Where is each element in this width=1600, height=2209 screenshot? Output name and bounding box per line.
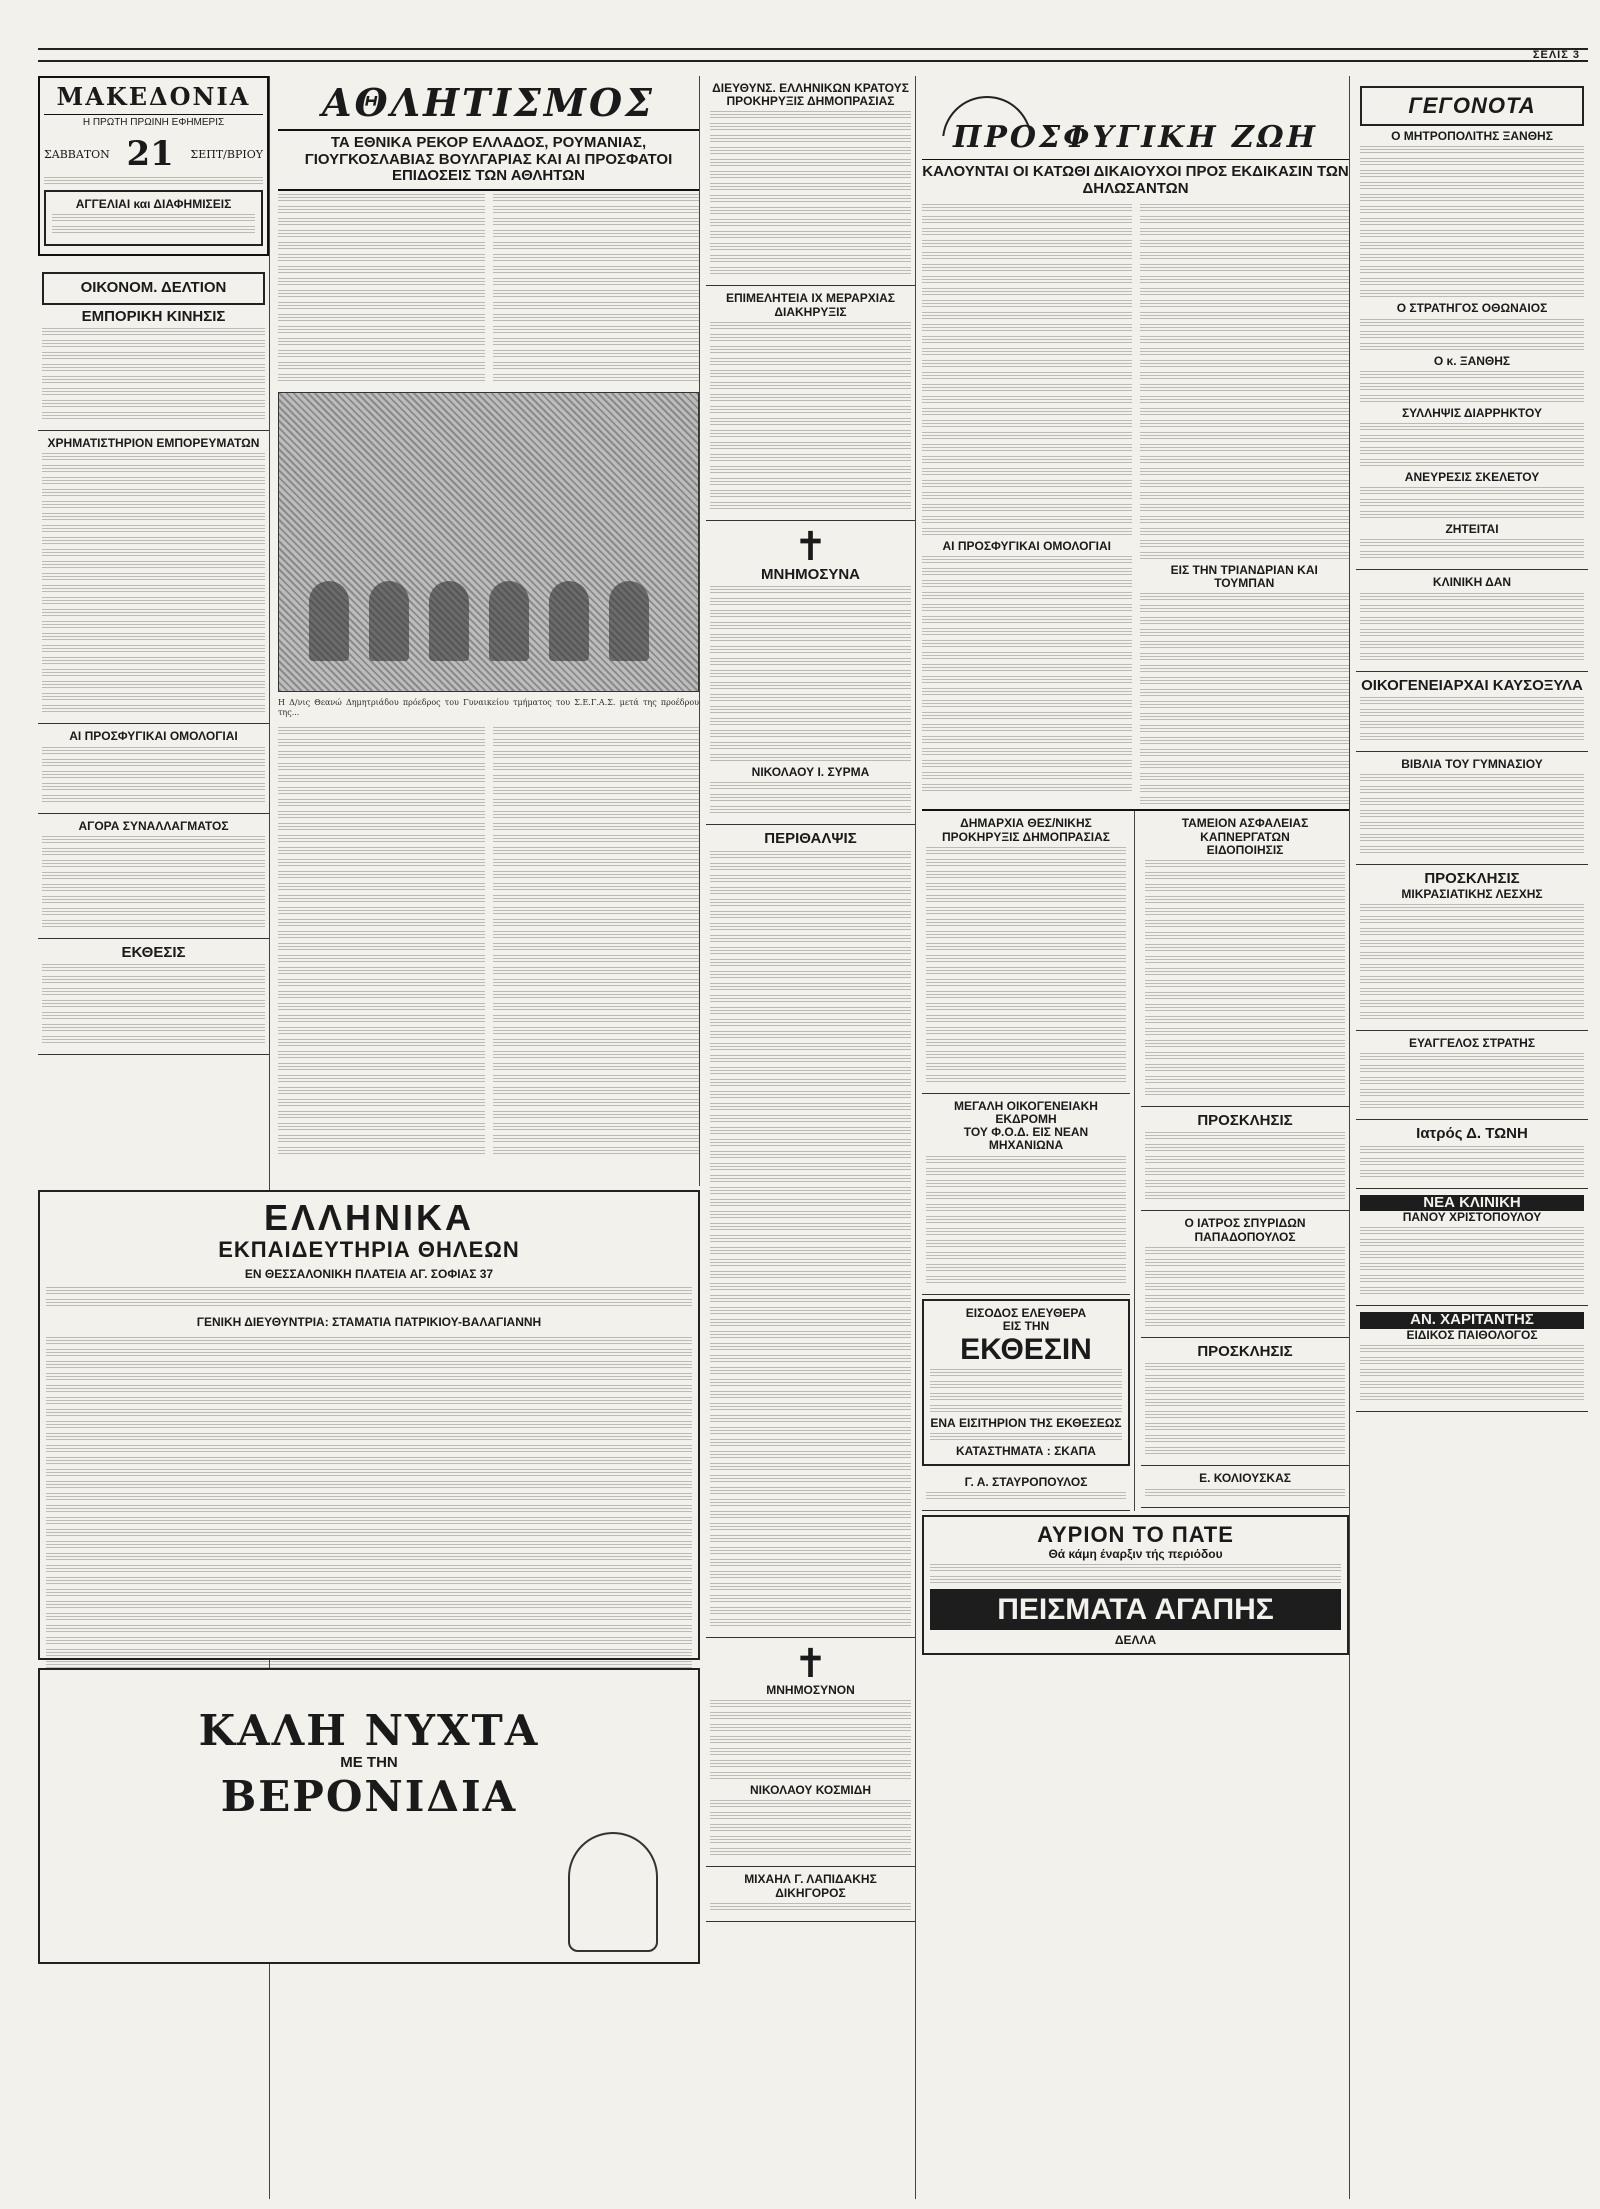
- cinema-ad: [922, 1515, 1349, 1655]
- notary-section: [922, 1470, 1130, 1511]
- xanthis-title: Ο κ. ΞΑΝΘΗΣ: [1433, 353, 1511, 368]
- invite-title: ΠΡΟΣΚΛΗΣΙΣ: [1197, 1111, 1293, 1129]
- supply-sub: ΔΙΑΚΗΡΥΞΙΣ: [774, 304, 847, 319]
- rural-district: ΕΙΣ ΤΗΝ ΤΡΙΑΝΔΡΙΑΝ ΚΑΙ ΤΟΥΜΠΑΝ: [1170, 563, 1318, 591]
- school-director: ΓΕΝΙΚΗ ΔΙΕΥΘΥΝΤΡΙΑ: ΣΤΑΜΑΤΙΑ ΠΑΤΡΙΚΙΟΥ-ΒΑΛΑΓΙΑΝΝΗ: [196, 1314, 542, 1329]
- cinema-conductor: ΔΕΛΛΑ: [1114, 1632, 1157, 1647]
- date-day: ΣΑΒΒΑΤΟΝ: [44, 147, 110, 161]
- clinic2-title: ΝΕΑ ΚΛΙΝΙΚΗ: [1360, 1195, 1584, 1212]
- fuel-section: [1356, 672, 1588, 753]
- arrest-title: ΣΥΛΛΗΨΙΣ ΔΙΑΡΡΗΚΤΟΥ: [1401, 405, 1542, 420]
- trip-title: ΜΕΓΑΛΗ ΟΙΚΟΓΕΝΕΙΑΚΗ ΕΚΔΡΟΜΗ: [954, 1098, 1098, 1126]
- rail-sub: ΠΡΟΚΗΡΥΞΙΣ ΔΗΜΟΠΡΑΣΙΑΣ: [726, 94, 895, 109]
- date-number: 21: [126, 134, 174, 174]
- notary-name: Γ. Α. ΣΤΑΥΡΟΠΟΥΛΟΣ: [964, 1475, 1088, 1490]
- lawyer-name: ΜΙΧΑΗΛ Γ. ΛΑΠΙΔΑΚΗΣ: [744, 1872, 877, 1887]
- metropolitan-title: Ο ΜΗΤΡΟΠΟΛΙΤΗΣ ΞΑΝΘΗΣ: [1391, 129, 1553, 144]
- column-3: [706, 76, 916, 2199]
- memorial-title: ΜΝΗΜΟΣΥΝΑ: [761, 565, 860, 583]
- memorial-section: [706, 521, 915, 826]
- econ-section: [38, 262, 269, 431]
- books-section: [1356, 752, 1588, 865]
- facts-section: [1356, 76, 1588, 570]
- municipal-section: [922, 811, 1130, 1093]
- doctor3-name: ΑΝ. ΧΑΡΙΤΑΝΤΗΣ: [1360, 1312, 1584, 1329]
- rural-bonds: ΑΙ ΠΡΟΣΦΥΓΙΚΑΙ ΟΜΟΛΟΓΙΑΙ: [942, 539, 1111, 553]
- rural-section: [922, 76, 1349, 811]
- ad-line-1: ΚΑΛΗ ΝΥΧΤΑ: [198, 1706, 540, 1755]
- athletes-photo: [278, 392, 699, 692]
- ads-notice: ΑΓΓΕΛΙΑΙ και ΔΙΑΦΗΜΙΣΕΙΣ: [44, 190, 263, 246]
- masthead: [38, 76, 269, 256]
- rural-title: ΠΡΟΣΦΥΓΙΚΗ ΖΩΗ: [953, 120, 1318, 155]
- doctor-section: [1141, 1211, 1349, 1337]
- masthead-date: [44, 134, 263, 174]
- trip-sub: ΤΟΥ Φ.Ο.Δ. ΕΙΣ ΝΕΑΝ ΜΗΧΑΝΙΩΝΑ: [963, 1125, 1089, 1153]
- doctor1-section: [1356, 1031, 1588, 1120]
- memorial2-name: ΝΙΚΟΛΑΟΥ ΚΟΣΜΙΔΗ: [749, 1783, 872, 1798]
- supply-section: [706, 286, 915, 520]
- clinic-section: [1356, 570, 1588, 671]
- memorial-name: ΝΙΚΟΛΑΟΥ Ι. ΣΥΡΜΑ: [751, 765, 870, 780]
- clinic-title: ΚΛΙΝΙΚΗ ΔΑΝ: [1432, 575, 1512, 590]
- lamp-illustration: [568, 1832, 658, 1952]
- veronidia-ad: [38, 1668, 700, 1964]
- exchange-section: [38, 431, 269, 724]
- doctor2-section: [1356, 1120, 1588, 1189]
- doctor3-section: [1356, 1306, 1588, 1412]
- fund-title: ΤΑΜΕΙΟΝ ΑΣΦΑΛΕΙΑΣ ΚΑΠΝΕΡΓΑΤΩΝ: [1181, 816, 1309, 844]
- masthead-subtitle: Η ΠΡΩΤΗ ΠΡΩΙΝΗ ΕΦΗΜΕΡΙΣ: [44, 114, 263, 128]
- ad-line-3: ΒΕΡΟΝΙΔΙΑ: [220, 1771, 518, 1821]
- cross-icon-2: ✝: [793, 1640, 828, 1687]
- cinema-title: ΠΕΙΣΜΑΤΑ ΑΓΑΠΗΣ: [930, 1589, 1341, 1630]
- expo-ad: [922, 1299, 1130, 1467]
- trip-section: [922, 1094, 1130, 1295]
- doctor-name: Ο ΙΑΤΡΟΣ ΣΠΥΡΙΔΩΝ ΠΑΠΑΔΟΠΟΥΛΟΣ: [1184, 1216, 1306, 1244]
- clinic2-section: [1356, 1189, 1588, 1307]
- skeleton-title: ΑΝΕΥΡΕΣΙΣ ΣΚΕΛΕΤΟΥ: [1404, 469, 1540, 484]
- care-title: ΠΕΡΙΘΑΛΨΙΣ: [764, 830, 857, 848]
- rail-title: ΔΙΕΥΘΥΝΣ. ΕΛΛΗΝΙΚΩΝ ΚΡΑΤΟΥΣ: [712, 81, 909, 95]
- exhibit-title: ΕΚΘΕΣΙΣ: [121, 943, 186, 961]
- rail-section: [706, 76, 915, 286]
- pediatrician-name: Ε. ΚΟΛΙΟΥΣΚΑΣ: [1199, 1471, 1291, 1486]
- column-5: [1356, 76, 1588, 2199]
- market-section: [38, 814, 269, 939]
- exchange-title: ΧΡΗΜΑΤΙΣΤΗΡΙΟΝ ΕΜΠΟΡΕΥΜΑΤΩΝ: [47, 436, 260, 451]
- masthead-title: ΜΑΚΕΔΟΝΙΑ: [56, 82, 251, 111]
- school-location: ΕΝ ΘΕΣΣΑΛΟΝΙΚΗ ΠΛΑΤΕΙΑ ΑΓ. ΣΟΦΙΑΣ 37: [244, 1266, 494, 1281]
- column-4: [922, 76, 1350, 2199]
- expo-shop: ΚΑΤΑΣΤΗΜΑΤΑ : ΣΚΑΠΑ: [956, 1444, 1096, 1459]
- fund-sub: ΕΙΔΟΠΟΙΗΣΙΣ: [1206, 842, 1284, 857]
- school-subtitle: ΕΚΠΑΙΔΕΥΤΗΡΙΑ ΘΗΛΕΩΝ: [218, 1236, 520, 1262]
- school-title: ΕΛΛΗΝΙΚΑ: [263, 1197, 475, 1238]
- invite2-title: ΠΡΟΣΚΛΗΣΙΣ: [1197, 1342, 1293, 1360]
- econ-title: ΟΙΚΟΝΟΜ. ΔΕΛΤΙΟΝ: [42, 272, 265, 305]
- clinic2-sub: ΠΑΝΟΥ ΧΡΙΣΤΟΠΟΥΛΟΥ: [1402, 1210, 1542, 1225]
- supply-title: ΕΠΙΜΕΛΗΤΕΙΑ ΙΧ ΜΕΡΑΡΧΙΑΣ: [725, 291, 895, 306]
- municipal-sub: ΠΡΟΚΗΡΥΞΙΣ ΔΗΜΟΠΡΑΣΙΑΣ: [942, 829, 1110, 844]
- pediatrician-section: [1141, 1466, 1349, 1507]
- expo-prize: ΕΝΑ ΕΙΣΙΤΗΡΙΟΝ ΤΗΣ ΕΚΘΕΣΕΩΣ: [930, 1415, 1122, 1430]
- bonds-section: [38, 724, 269, 813]
- memorial2-section: [706, 1638, 915, 1867]
- page-label: ΣΕΛΙΣ 3: [1532, 49, 1580, 61]
- invite-section: [1141, 1107, 1349, 1212]
- municipal-title: ΔΗΜΑΡΧΙΑ ΘΕΣ/ΝΙΚΗΣ: [960, 816, 1092, 831]
- date-month: ΣΕΠΤ/ΒΡΙΟΥ: [190, 147, 263, 161]
- sports-title: ΑΘΛΗΤΙΣΜΟΣ: [322, 80, 655, 125]
- cinema-line: Θά κάμη έναρξιν τής περιόδου: [1048, 1546, 1223, 1561]
- search-title: ΖΗΤΕΙΤΑΙ: [1445, 522, 1499, 537]
- expo-sub: ΕΙΣ ΤΗΝ: [1002, 1318, 1050, 1333]
- girls-school-ad: [38, 1190, 700, 1660]
- sports-headline: ΤΑ ΕΘΝΙΚΑ ΡΕΚΟΡ ΕΛΛΑΔΟΣ, ΡΟΥΜΑΝΙΑΣ, ΓΙΟΥΓΚΟΣΛΑΒΙΑΣ ΒΟΥΛΓΑΡΙΑΣ ΚΑΙ ΑΙ ΠΡΟΣΦΑΤΟΙ ΕΠΙΔΟΣΕΙΣ ΤΩΝ ΑΘΛΗΤΩΝ: [278, 129, 699, 191]
- cinema-top: ΑΥΡΙΟΝ ΤΟ ΠΑΤΕ: [1037, 1522, 1234, 1548]
- invite2-section: [1141, 1338, 1349, 1467]
- doctor3-sub: ΕΙΔΙΚΟΣ ΠΑΙΘΟΛΟΓΟΣ: [1406, 1327, 1538, 1342]
- expo-big: ΕΚΘΕΣΙΝ: [960, 1332, 1092, 1366]
- facts-title: ΓΕΓΟΝΟΤΑ: [1360, 86, 1584, 126]
- fund-section: [1141, 811, 1349, 1107]
- fuel-title: ΟΙΚΟΓΕΝΕΙΑΡΧΑΙ ΚΑΥΣΟΞΥΛΑ: [1361, 676, 1583, 694]
- lawyer-section: [706, 1867, 915, 1921]
- column-2-sports: [278, 76, 700, 1186]
- invite-club-sub: ΜΙΚΡΑΣΙΑΤΙΚΗΣ ΛΕΣΧΗΣ: [1401, 886, 1543, 901]
- trade-title: ΕΜΠΟΡΙΚΗ ΚΙΝΗΣΙΣ: [81, 307, 226, 325]
- doctor1-name: ΕΥΑΓΓΕΛΟΣ ΣΤΡΑΤΗΣ: [1408, 1035, 1536, 1050]
- invite-club-section: [1356, 865, 1588, 1031]
- market-title: ΑΓΟΡΑ ΣΥΝΑΛΛΑΓΜΑΤΟΣ: [78, 818, 229, 833]
- cross-icon: ✝: [793, 523, 828, 570]
- photo-caption: Η Δ/νις Θεανώ Δημητριάδου πρόεδρος του Γυναικείου τμήματος του Σ.Ε.Γ.Α.Σ. μετά της προέδρου της...: [278, 697, 699, 717]
- sun-illustration: [922, 76, 1349, 136]
- memorial2-title: ΜΝΗΜΟΣΥΝΟΝ: [766, 1682, 855, 1697]
- ad-line-2: ΜΕ ΤΗΝ: [340, 1754, 398, 1771]
- books-title: ΒΙΒΛΙΑ ΤΟΥ ΓΥΜΝΑΣΙΟΥ: [1401, 757, 1543, 771]
- bonds-title: ΑΙ ΠΡΟΣΦΥΓΙΚΑΙ ΟΜΟΛΟΓΙΑΙ: [69, 729, 238, 744]
- general-title: Ο ΣΤΡΑΤΗΓΟΣ ΟΘΩΝΑΙΟΣ: [1396, 301, 1548, 316]
- care-section: [706, 825, 915, 1638]
- doctor2-name: Ιατρός Δ. ΤΩΝΗ: [1416, 1125, 1528, 1143]
- rural-headline: ΚΑΛΟΥΝΤΑΙ ΟΙ ΚΑΤΩΘΙ ΔΙΚΑΙΟΥΧΟΙ ΠΡΟΣ ΕΚΔΙΚΑΣΙΝ ΤΩΝ ΔΗΛΩΣΑΝΤΩΝ: [922, 159, 1349, 201]
- exhibit-section: [38, 939, 269, 1056]
- invite-club-title: ΠΡΟΣΚΛΗΣΙΣ: [1424, 870, 1520, 888]
- lawyer-sub: ΔΙΚΗΓΟΡΟΣ: [775, 1885, 846, 1900]
- page-header-rule: [38, 48, 1588, 62]
- expo-title: ΕΙΣΟΔΟΣ ΕΛΕΥΘΕΡΑ: [965, 1305, 1087, 1320]
